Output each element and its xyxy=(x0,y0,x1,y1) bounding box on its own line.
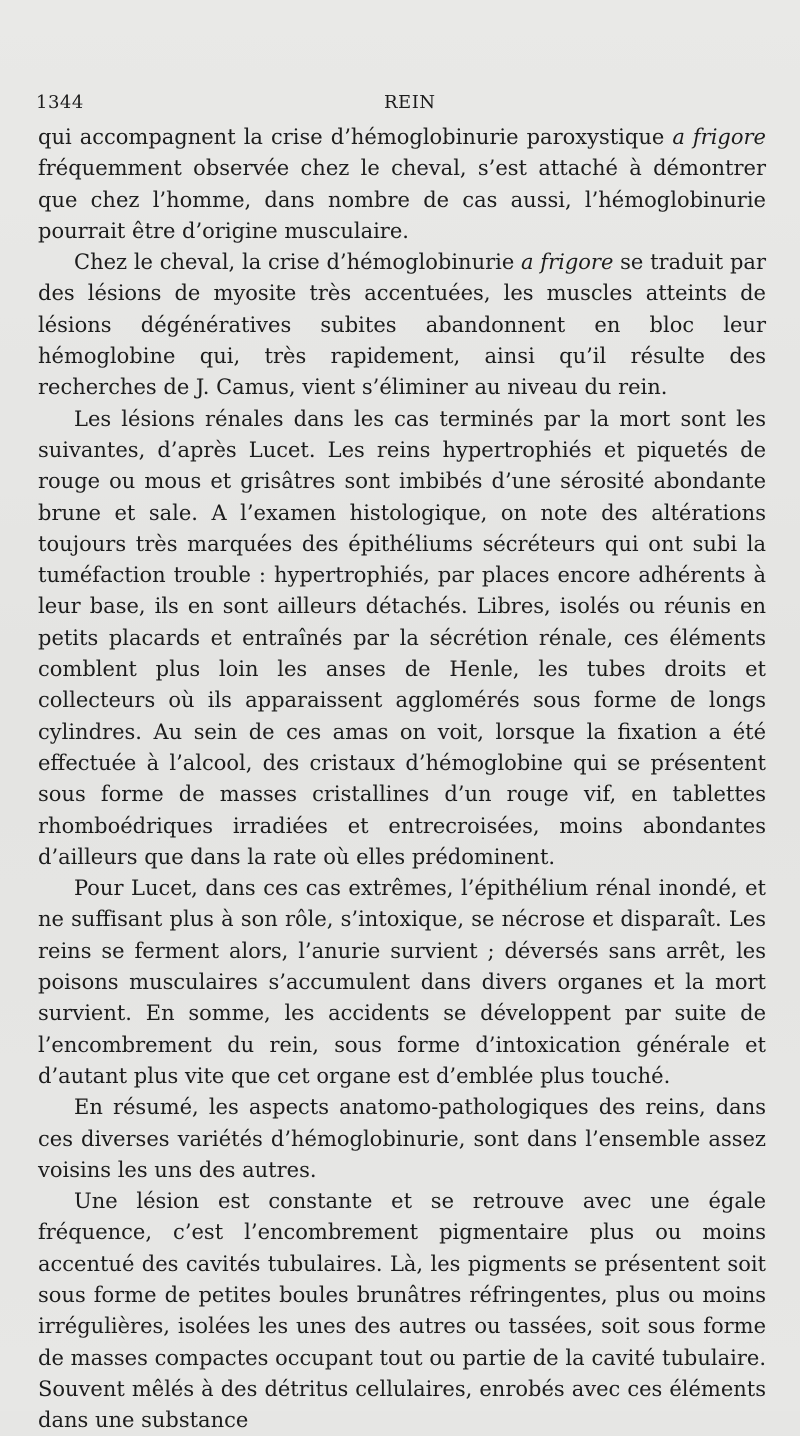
text-run: Pour Lucet, dans ces cas extrêmes, l’épithélium rénal inondé, et ne suffisant plus à son rôle, s’intoxique, se nécrose et disparaît. Les reins se ferment alors, l’anurie survient ; déversés sans arrêt, les poisons musculaires s’accumulent dans divers organes et la mort survient. En somme, les accidents se développent par suite de l’encombrement du rein, sous forme d’intoxication générale et d’autant plus vite que cet organe est d’emblée plus touché. xyxy=(38,876,766,1088)
text-run: Une lésion est constante et se retrouve avec une égale fréquence, c’est l’encombrement pigmentaire plus ou moins accentué des cavités tubulaires. Là, les pigments se présentent soit sous forme de petites boules brunâtres réfringentes, plus ou moins irrégulières, isolées les unes des autres ou tassées, soit sous forme de masses compactes occupant tout ou partie de la cavité tubulaire. Souvent mêlés à des détritus cellulaires, enrobés avec ces éléments dans une substance xyxy=(38,1189,766,1433)
italic-phrase: a frigore xyxy=(521,250,614,275)
paragraph xyxy=(38,247,766,403)
body-text xyxy=(38,122,766,1436)
paragraph xyxy=(38,873,766,1092)
text-run: Chez le cheval, la crise d’hémoglobinurie xyxy=(74,250,522,275)
paragraph xyxy=(38,122,766,247)
text-run: qui accompagnent la crise d’hémoglobinurie paroxystique xyxy=(38,125,673,149)
text-run: se traduit par des lésions de myosite très accentuées, les muscles atteints de lésions dégénératives subites abandonnent en bloc leur hémoglobine qui, très rapidement, ainsi qu’il résulte des recherches de J. Camus, vient s’éliminer au niveau du rein. xyxy=(38,250,766,400)
running-head: REIN xyxy=(384,92,436,113)
page-number: 1344 xyxy=(36,92,84,113)
page-header xyxy=(36,92,760,118)
paragraph xyxy=(38,1186,766,1436)
paragraph xyxy=(38,1092,766,1186)
text-run: Les lésions rénales dans les cas terminés par la mort sont les suivantes, d’après Lucet. Les reins hypertrophiés et piquetés de rouge ou mous et grisâtres sont imbibés d’une sérosité abondante brune et sale. A l’examen histologique, on note des altérations toujours très marquées des épithéliums sécréteurs qui ont subi la tuméfaction trouble : hypertrophiés, par places encore adhérents à leur base, ils en sont ailleurs détachés. Libres, isolés ou réunis en petits placards et entraînés par la sécrétion rénale, ces éléments comblent plus loin les anses de Henle, les tubes droits et collecteurs où ils apparaissent agglomérés sous forme de longs cylindres. Au sein de ces amas on voit, lorsque la fixation a été effectuée à l’alcool, des cristaux d’hémoglobine qui se présentent sous forme de masses cristallines d’un rouge vif, en tablettes rhomboédriques irradiées et entrecroisées, moins abondantes d’ailleurs que dans la rate où elles prédominent. xyxy=(38,406,766,869)
paragraph xyxy=(38,404,766,873)
text-run: fréquemment observée chez le cheval, s’est attaché à démontrer que chez l’homme, dans nombre de cas aussi, l’hémoglobinurie pourrait être d’origine musculaire. xyxy=(38,156,766,243)
text-run: En résumé, les aspects anatomo-pathologiques des reins, dans ces diverses variétés d’hémoglobinurie, sont dans l’ensemble assez voisins les uns des autres. xyxy=(38,1095,766,1182)
italic-phrase: a frigore xyxy=(672,125,766,149)
